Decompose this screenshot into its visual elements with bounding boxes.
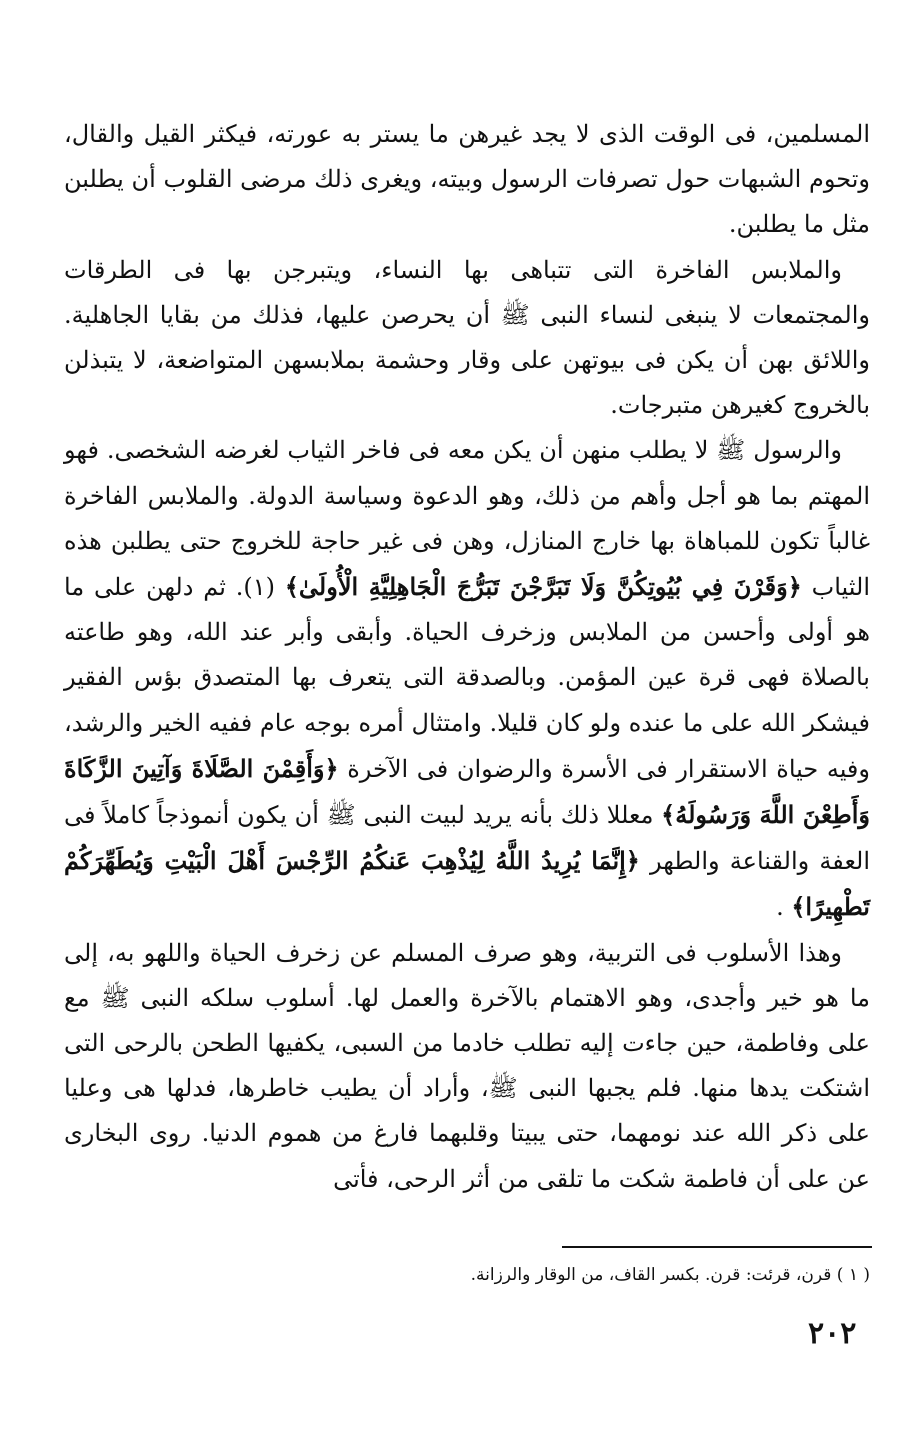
paragraph-text: وهذا الأسلوب فى التربية، وهو صرف المسلم عن زخرف الحياة واللهو به، إلى ما هو خير وأجدى، وهو الاهتمام بالآخرة والعمل لها. أسلوب سلكه النبى ﷺ مع على وفاطمة، حين جاءت إليه تطلب خادما من السبى، يكفيها الطحن بالرحى التى اشتكت يدها منها. فلم يجبها النبى ﷺ، وأراد أن يطيب خاطرها، فدلها هى وعليا على ذكر الله عند نومهما، حتى يبيتا وقلبهما فارغ من هموم الدنيا. روى البخارى عن على أن فاطمة شكت ما تلقى من أثر الرحى، فأتى [64,938,870,1193]
footnote-divider [562,1246,872,1248]
paragraph-text: المسلمين، فى الوقت الذى لا يجد غيرهن ما يستر به عورته، فيكثر القيل والقال، وتحوم الشبهات حول تصرفات الرسول وبيته، ويغرى ذلك مرضى القلوب أن يطلبن مثل ما يطلبن. [64,120,870,239]
paragraph-2 [64,248,870,429]
quran-verse: ﴿إِنَّمَا يُرِيدُ اللَّهُ لِيُذْهِبَ عَنكُمُ الرِّجْسَ أَهْلَ الْبَيْتِ وَيُطَهِّرَكُمْ تَطْهِيرًا﴾ [64,846,870,922]
paragraph-text: (١). ثم دلهن على ما هو أولى وأحسن من الملابس وزخرف الحياة. وأبقى وأبر عند الله، وهو طاعته بالصلاة فهى قرة عين المؤمن. وبالصدقة التى يتعرف بها المتصدق بؤس الفقير فيشكر الله على ما عنده ولو كان قليلا. وامتثال أمره بوجه عام ففيه الخير والرشد، وفيه حياة الاستقرار فى الأسرة والرضوان فى الآخرة [64,573,870,783]
paragraph-text: والرسول ﷺ لا يطلب منهن أن يكن معه فى فاخر الثياب لغرضه الشخصى. فهو المهتم بما هو أجل وأهم من ذلك، وهو الدعوة وسياسة الدولة. والملابس الفاخرة غالباً تكون للمباهاة بها خارج المنازل، وهن فى غير حاجة للخروج حتى يطلبن هذه الثياب [64,436,870,602]
page-number: ٢٠٢ [808,1316,857,1351]
paragraph-4 [64,931,870,1202]
body-text [64,112,870,1202]
quran-verse: ﴿وَقَرْنَ فِي بُيُوتِكُنَّ وَلَا تَبَرَّجْنَ تَبَرُّجَ الْجَاهِلِيَّةِ الْأُولَىٰ﴾ [284,572,802,602]
paragraph-text: . [776,893,784,922]
paragraph-1 [64,112,870,248]
paragraph-3 [64,428,870,930]
paragraph-text: والملابس الفاخرة التى تتباهى بها النساء، ويتبرجن بها فى الطرقات والمجتمعات لا ينبغى لنساء النبى ﷺ أن يحرصن عليها، فذلك من بقايا الجاهلية. واللائق بهن أن يكن فى بيوتهن على وقار وحشمة بملابسهن المتواضعة، لا يتبذلن بالخروج كغيرهن متبرجات. [64,255,870,420]
footnote: ( ١ ) قرن، قرئت: قرن. بكسر القاف، من الوقار والرزانة. [470,1265,870,1285]
quran-verse: ﴿وَأَقِمْنَ الصَّلَاةَ وَآتِينَ الزَّكَاةَ وَأَطِعْنَ اللَّهَ وَرَسُولَهُ﴾ [64,753,870,830]
paragraph-text: معللا ذلك بأنه يريد لبيت النبى ﷺ أن يكون أنموذجاً كاملاً فى العفة والقناعة والطهر [64,801,871,876]
